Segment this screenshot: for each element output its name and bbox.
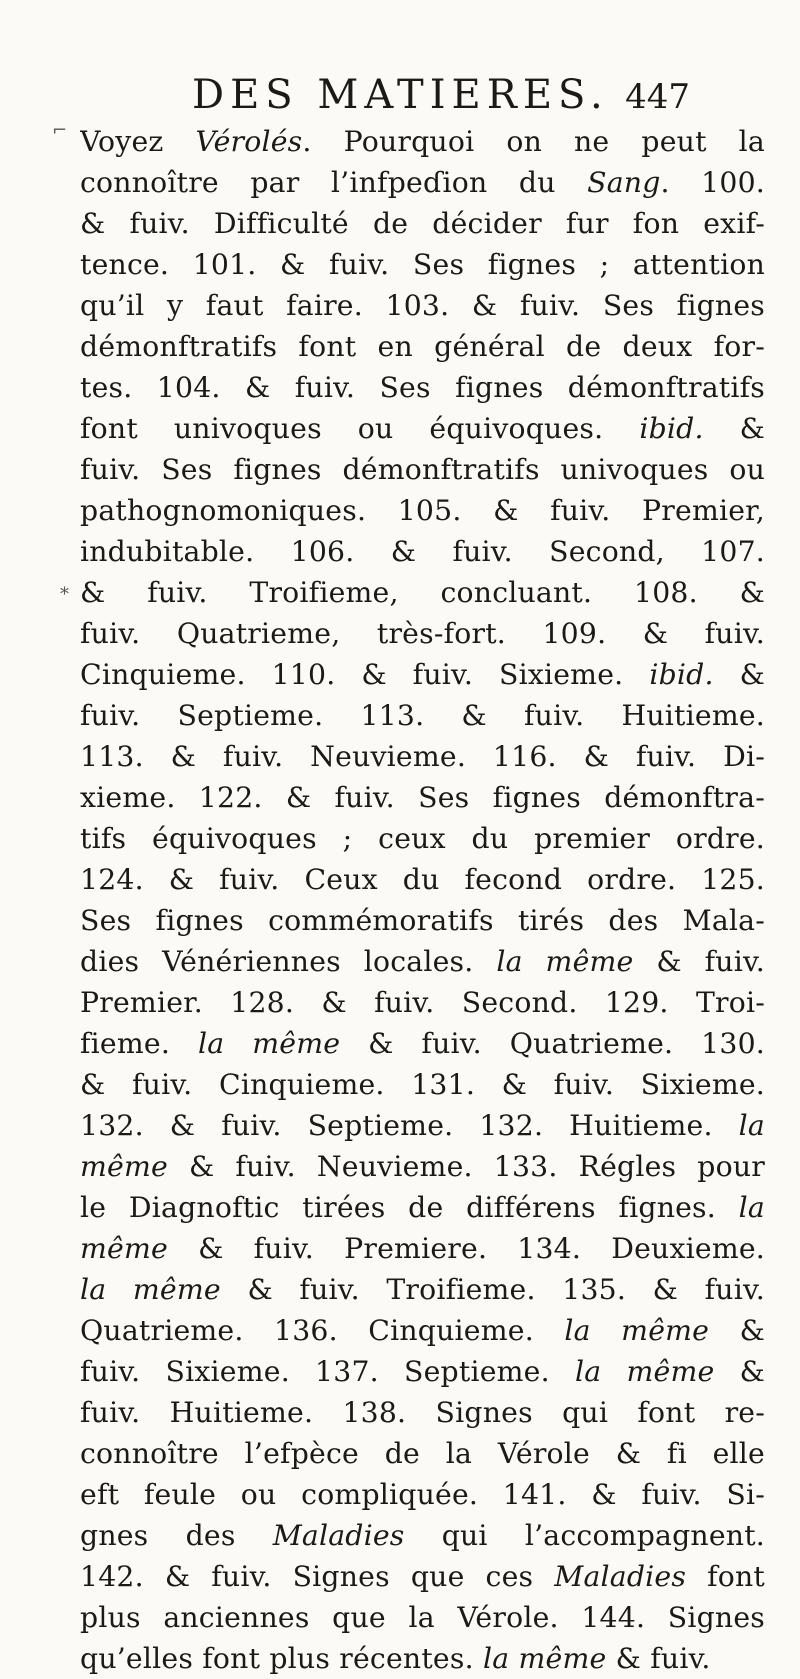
text-roman: fuiv. Septieme. 113. & fuiv. Huitieme. bbox=[80, 699, 765, 732]
text-roman: . 100. bbox=[660, 166, 765, 199]
text-line bbox=[80, 162, 765, 203]
text-italic: Sang bbox=[587, 166, 661, 199]
text-roman: plus anciennes que la Vérole. 144. Signes bbox=[80, 1601, 765, 1634]
text-roman: 124. & fuiv. Ceux du fecond ordre. 125. bbox=[80, 863, 765, 896]
text-italic: Maladies bbox=[554, 1560, 687, 1593]
text-italic: la bbox=[738, 1109, 765, 1142]
text-italic: même bbox=[80, 1150, 168, 1183]
page-number: 447 bbox=[625, 77, 690, 117]
text-line bbox=[80, 859, 765, 900]
text-roman: qu’elles font plus récentes. bbox=[80, 1642, 483, 1675]
text-roman: qui l’accompagnent. bbox=[404, 1519, 765, 1552]
text-line bbox=[80, 531, 765, 572]
text-roman: Quatrieme. 136. Cinquieme. bbox=[80, 1314, 565, 1347]
ink-mark: ⌐ bbox=[52, 120, 68, 141]
text-roman: & fuiv. Cinquieme. 131. & fuiv. Sixieme. bbox=[80, 1068, 765, 1101]
text-italic: Maladies bbox=[272, 1519, 405, 1552]
text-italic: la même bbox=[80, 1273, 221, 1306]
text-line bbox=[80, 1105, 765, 1146]
text-roman: font bbox=[686, 1560, 765, 1593]
text-line bbox=[80, 1597, 765, 1638]
text-roman: & fuiv. Quatrieme. 130. bbox=[340, 1027, 765, 1060]
text-line bbox=[80, 777, 765, 818]
text-line bbox=[80, 1351, 765, 1392]
text-line bbox=[80, 285, 765, 326]
text-roman: fieme. bbox=[80, 1027, 198, 1060]
text-roman: & bbox=[703, 412, 765, 445]
text-italic: même bbox=[80, 1232, 168, 1265]
text-line bbox=[80, 941, 765, 982]
text-roman: fuiv. Huitieme. 138. Signes qui font re- bbox=[80, 1396, 765, 1429]
text-italic: la même bbox=[496, 945, 634, 978]
text-line bbox=[80, 572, 765, 613]
text-line bbox=[80, 1515, 765, 1556]
text-roman: Premier. 128. & fuiv. Second. 129. Troi- bbox=[80, 986, 765, 1019]
text-roman: fuiv. Sixieme. 137. Septieme. bbox=[80, 1355, 575, 1388]
text-line bbox=[80, 1433, 765, 1474]
text-roman: & fuiv. bbox=[633, 945, 765, 978]
text-roman: tes. 104. & fuiv. Ses fignes démonftratifs bbox=[80, 371, 765, 404]
text-italic: la bbox=[738, 1191, 765, 1224]
text-roman: xieme. 122. & fuiv. Ses fignes démonftra- bbox=[80, 781, 765, 814]
text-roman: & fuiv. Neuvieme. 133. Régles pour bbox=[167, 1150, 765, 1183]
text-roman: font univoques ou équivoques. bbox=[80, 412, 640, 445]
text-line bbox=[80, 1187, 765, 1228]
text-roman: Ses fignes commémoratifs tirés des Mala- bbox=[80, 904, 765, 937]
text-line bbox=[80, 490, 765, 531]
text-line bbox=[80, 654, 765, 695]
text-roman: gnes des bbox=[80, 1519, 273, 1552]
text-line bbox=[80, 900, 765, 941]
text-roman: & bbox=[713, 658, 765, 691]
text-roman: & bbox=[714, 1355, 765, 1388]
text-roman: connoître par l’infpeɗion du bbox=[80, 166, 588, 199]
text-line bbox=[80, 982, 765, 1023]
text-line bbox=[80, 695, 765, 736]
text-line bbox=[80, 1310, 765, 1351]
text-roman: pathognomoniques. 105. & fuiv. Premier, bbox=[80, 494, 765, 527]
text-italic: ibid. bbox=[639, 412, 704, 445]
text-line bbox=[80, 121, 765, 162]
text-roman: Voyez bbox=[80, 125, 196, 158]
text-line bbox=[80, 449, 765, 490]
text-roman: Cinquieme. 110. & fuiv. Sixieme. bbox=[80, 658, 650, 691]
text-roman: & fuiv. bbox=[606, 1642, 711, 1675]
text-roman: & fuiv. Troifieme, concluant. 108. & bbox=[80, 576, 765, 609]
text-line bbox=[80, 1064, 765, 1105]
text-roman: 132. & fuiv. Septieme. 132. Huitieme. bbox=[80, 1109, 739, 1142]
text-roman: dies Vénériennes locales. bbox=[80, 945, 497, 978]
page-header bbox=[160, 70, 690, 120]
text-roman: qu’il y faut faire. 103. & fuiv. Ses fignes bbox=[80, 289, 765, 322]
text-line bbox=[80, 736, 765, 777]
text-line bbox=[80, 1228, 765, 1269]
text-roman: fuiv. Quatrieme, très-fort. 109. & fuiv. bbox=[80, 617, 765, 650]
text-roman: démonftratifs font en général de deux for- bbox=[80, 330, 765, 363]
text-roman: fuiv. Ses fignes démonftratifs univoques ou bbox=[80, 453, 765, 486]
text-line bbox=[80, 1638, 765, 1679]
index-entry-text bbox=[80, 121, 765, 1679]
text-roman: & fuiv. Difficulté de décider fur fon exif- bbox=[80, 207, 765, 240]
text-roman: connoître l’efpèce de la Vérole & fi elle bbox=[80, 1437, 765, 1470]
text-roman: le Diagnoftic tirées de différens fignes. bbox=[80, 1191, 739, 1224]
text-roman: & bbox=[709, 1314, 765, 1347]
text-italic: la même bbox=[197, 1027, 341, 1060]
text-line bbox=[80, 1474, 765, 1515]
text-line bbox=[80, 367, 765, 408]
text-line bbox=[80, 326, 765, 367]
text-roman: & fuiv. Premiere. 134. Deuxieme. bbox=[167, 1232, 765, 1265]
text-italic: la même bbox=[564, 1314, 710, 1347]
text-roman: & fuiv. Troifieme. 135. & fuiv. bbox=[220, 1273, 765, 1306]
text-line bbox=[80, 408, 765, 449]
text-line bbox=[80, 1392, 765, 1433]
text-line bbox=[80, 613, 765, 654]
text-italic: ibid. bbox=[649, 658, 714, 691]
text-roman: 113. & fuiv. Neuvieme. 116. & fuiv. Di- bbox=[80, 740, 765, 773]
text-roman: tence. 101. & fuiv. Ses fignes ; attention bbox=[80, 248, 765, 281]
text-line bbox=[80, 818, 765, 859]
text-roman: eft feule ou compliquée. 141. & fuiv. Si- bbox=[80, 1478, 765, 1511]
running-head: DES MATIERES. bbox=[192, 72, 609, 118]
text-roman: tifs équivoques ; ceux du premier ordre. bbox=[80, 822, 765, 855]
text-italic: Vérolés bbox=[195, 125, 303, 158]
ink-mark: * bbox=[60, 584, 69, 605]
text-line bbox=[80, 1146, 765, 1187]
text-roman: . Pourquoi on ne peut la bbox=[302, 125, 765, 158]
text-italic: la même bbox=[574, 1355, 715, 1388]
text-roman: 142. & fuiv. Signes que ces bbox=[80, 1560, 555, 1593]
text-line bbox=[80, 203, 765, 244]
text-line bbox=[80, 1269, 765, 1310]
text-line bbox=[80, 1023, 765, 1064]
text-italic: la même bbox=[482, 1642, 607, 1675]
text-line bbox=[80, 244, 765, 285]
text-roman: indubitable. 106. & fuiv. Second, 107. bbox=[80, 535, 765, 568]
text-line bbox=[80, 1556, 765, 1597]
